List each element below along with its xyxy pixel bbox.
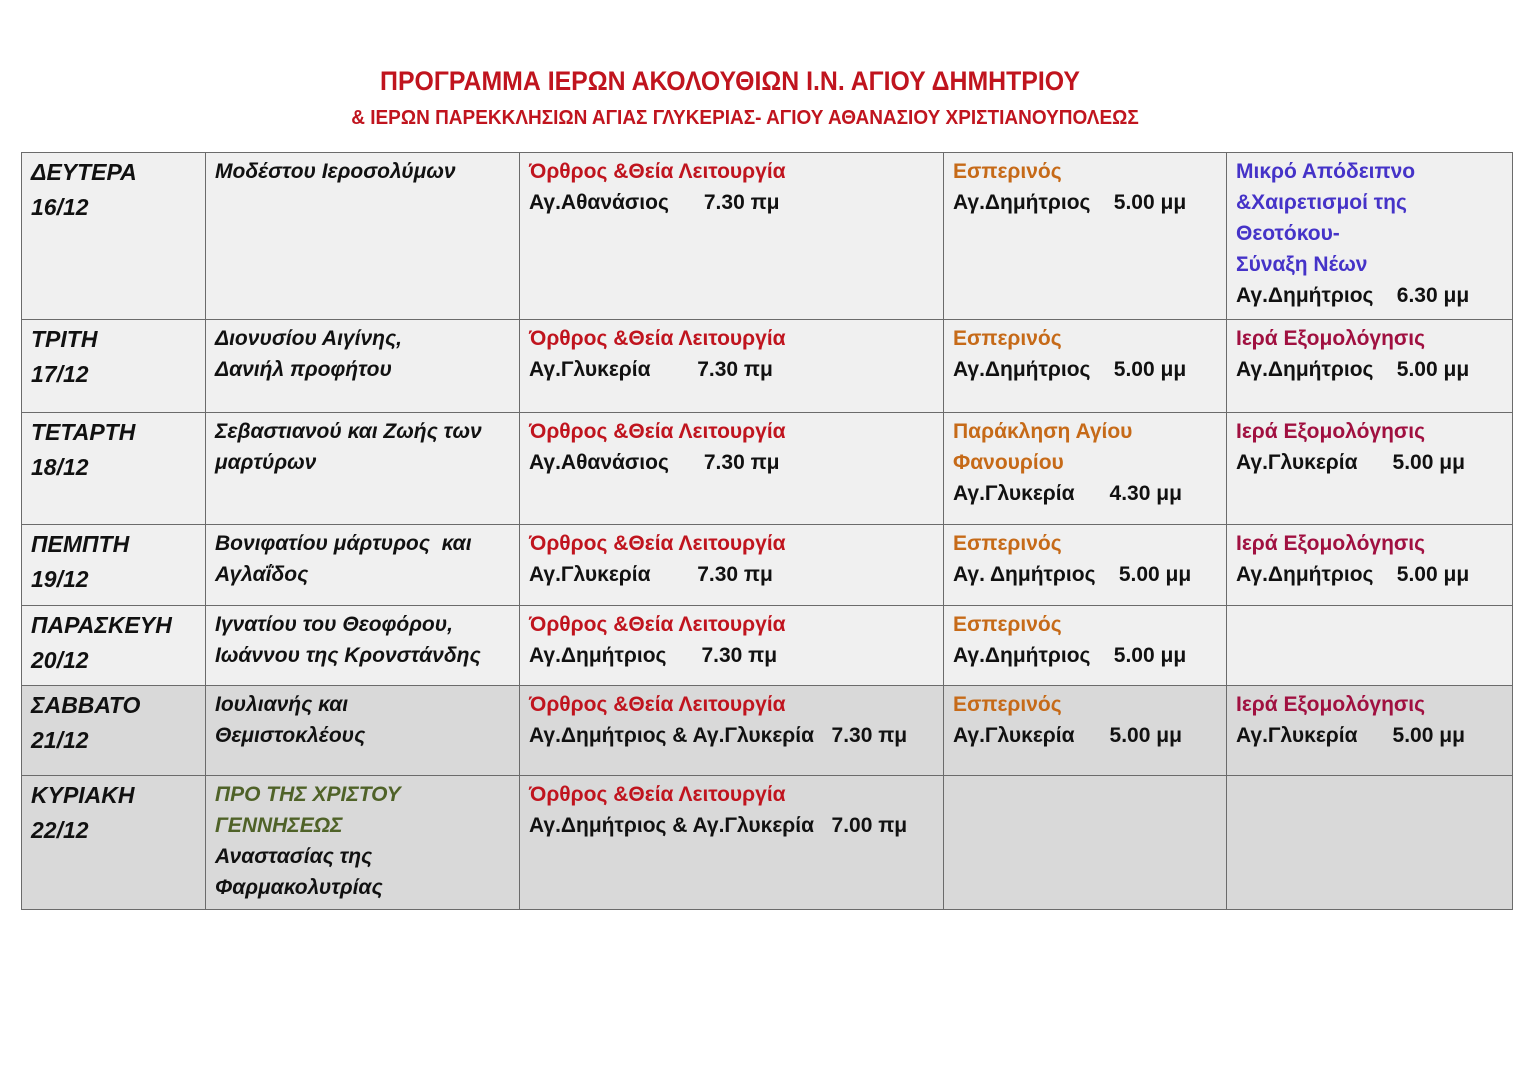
day-name: ΠΕΜΠΤΗ (31, 531, 130, 557)
saint-line: Αγλαΐδος (215, 563, 309, 586)
saint-line: Ιγνατίου του Θεοφόρου, (215, 613, 453, 636)
extra-place-time: Αγ.Γλυκερία 5.00 μμ (1236, 451, 1465, 474)
day-name: ΤΡΙΤΗ (31, 326, 98, 352)
extra-service-line: Θεοτόκου- (1236, 222, 1340, 245)
saint-line: Φαρμακολυτρίας (215, 876, 383, 899)
day-cell (22, 320, 206, 413)
morning-cell (520, 686, 944, 776)
morning-place-time: Αγ.Γλυκερία 7.30 πμ (529, 563, 773, 586)
morning-cell (520, 413, 944, 525)
saints-cell (206, 776, 520, 910)
page-subtitle: & ΙΕΡΩΝ ΠΑΡΕΚΚΛΗΣΙΩΝ ΑΓΙΑΣ ΓΛΥΚΕΡΙΑΣ- ΑΓΙΟΥ ΑΘΑΝΑΣΙΟΥ ΧΡΙΣΤΙΑΝΟΥΠΟΛΕΩΣ (351, 107, 1139, 129)
extra-cell (1227, 525, 1513, 606)
evening-cell (944, 606, 1227, 686)
extra-cell (1227, 606, 1513, 686)
day-cell (22, 153, 206, 320)
morning-cell (520, 153, 944, 320)
saint-line: Σεβαστιανού και Ζωής των (215, 420, 482, 443)
saint-line: Ιωάννου της Κρονστάνδης (215, 644, 481, 667)
table-row (22, 776, 1513, 910)
day-name: ΤΕΤΑΡΤΗ (31, 419, 136, 445)
saints-cell (206, 320, 520, 413)
evening-place-time: Αγ. Δημήτριος 5.00 μμ (953, 563, 1192, 586)
extra-cell (1227, 320, 1513, 413)
extra-cell (1227, 686, 1513, 776)
morning-service: Όρθρος &Θεία Λειτουργία (529, 783, 786, 806)
saint-line: μαρτύρων (215, 451, 317, 474)
extra-place-time: Αγ.Δημήτριος 6.30 μμ (1236, 284, 1470, 307)
saint-name: Μοδέστου Ιεροσολύμων (215, 160, 456, 183)
morning-cell (520, 606, 944, 686)
evening-cell (944, 686, 1227, 776)
morning-place-time: Αγ.Γλυκερία 7.30 πμ (529, 358, 773, 381)
extra-cell (1227, 153, 1513, 320)
evening-cell (944, 153, 1227, 320)
table-row (22, 606, 1513, 686)
evening-place-time: Αγ.Δημήτριος 5.00 μμ (953, 644, 1187, 667)
day-cell (22, 686, 206, 776)
day-date: 16/12 (31, 194, 89, 220)
evening-cell (944, 525, 1227, 606)
extra-place-time: Αγ.Γλυκερία 5.00 μμ (1236, 724, 1465, 747)
evening-cell (944, 320, 1227, 413)
saints-cell (206, 153, 520, 320)
extra-cell (1227, 413, 1513, 525)
table-row (22, 686, 1513, 776)
day-name: ΣΑΒΒΑΤΟ (31, 692, 141, 718)
day-cell (22, 776, 206, 910)
day-date: 19/12 (31, 566, 89, 592)
extra-service-line: Σύναξη Νέων (1236, 253, 1368, 276)
evening-service: Εσπερινός (953, 160, 1062, 183)
morning-place-time: Αγ.Δημήτριος & Αγ.Γλυκερία 7.30 πμ (529, 724, 908, 747)
extra-service-line: Μικρό Απόδειπνο (1236, 160, 1416, 183)
day-cell (22, 525, 206, 606)
table-row (22, 413, 1513, 525)
morning-place-time: Αγ.Αθανάσιος 7.30 πμ (529, 451, 780, 474)
day-date: 22/12 (31, 817, 89, 843)
morning-service: Όρθρος &Θεία Λειτουργία (529, 327, 786, 350)
evening-service: Εσπερινός (953, 693, 1062, 716)
day-cell (22, 413, 206, 525)
evening-service: Εσπερινός (953, 327, 1062, 350)
saints-cell (206, 525, 520, 606)
day-date: 17/12 (31, 361, 89, 387)
saint-line: Διονυσίου Αιγίνης, (215, 327, 402, 350)
morning-cell (520, 776, 944, 910)
saints-cell (206, 413, 520, 525)
morning-service: Όρθρος &Θεία Λειτουργία (529, 532, 786, 555)
saint-line: Βονιφατίου μάρτυρος και (215, 532, 472, 555)
feast-line: ΠΡΟ ΤΗΣ ΧΡΙΣΤΟΥ (215, 783, 401, 806)
saint-line: Ιουλιανής και (215, 693, 349, 716)
table-row (22, 153, 1513, 320)
evening-place-time: Αγ.Δημήτριος 5.00 μμ (953, 358, 1187, 381)
schedule-table (21, 152, 1513, 910)
day-name: ΠΑΡΑΣΚΕΥΗ (31, 612, 172, 638)
saint-line: Αναστασίας της (215, 845, 373, 868)
extra-service: Ιερά Εξομολόγησις (1236, 420, 1426, 443)
morning-service: Όρθρος &Θεία Λειτουργία (529, 693, 786, 716)
evening-service: Εσπερινός (953, 613, 1062, 636)
morning-service: Όρθρος &Θεία Λειτουργία (529, 160, 786, 183)
morning-place-time: Αγ.Δημήτριος 7.30 πμ (529, 644, 778, 667)
evening-service-line: Φανουρίου (953, 451, 1064, 474)
morning-place-time: Αγ.Αθανάσιος 7.30 πμ (529, 191, 780, 214)
morning-service: Όρθρος &Θεία Λειτουργία (529, 420, 786, 443)
feast-line: ΓΕΝΝΗΣΕΩΣ (215, 814, 343, 837)
extra-cell (1227, 776, 1513, 910)
extra-place-time: Αγ.Δημήτριος 5.00 μμ (1236, 563, 1470, 586)
evening-place-time: Αγ.Δημήτριος 5.00 μμ (953, 191, 1187, 214)
day-date: 18/12 (31, 454, 89, 480)
saints-cell (206, 606, 520, 686)
extra-service-line: &Χαιρετισμοί της (1236, 191, 1407, 214)
morning-service: Όρθρος &Θεία Λειτουργία (529, 613, 786, 636)
evening-cell (944, 776, 1227, 910)
day-name: ΔΕΥΤΕΡΑ (31, 159, 137, 185)
morning-cell (520, 320, 944, 413)
saints-cell (206, 686, 520, 776)
extra-service: Ιερά Εξομολόγησις (1236, 532, 1426, 555)
day-date: 20/12 (31, 647, 89, 673)
extra-place-time: Αγ.Δημήτριος 5.00 μμ (1236, 358, 1470, 381)
page-title: ΠΡΟΓΡΑΜΜΑ ΙΕΡΩΝ ΑΚΟΛΟΥΘΙΩΝ Ι.Ν. ΑΓΙΟΥ ΔΗΜΗΤΡΙΟΥ (380, 66, 1080, 96)
evening-service: Εσπερινός (953, 532, 1062, 555)
extra-service: Ιερά Εξομολόγησις (1236, 327, 1426, 350)
evening-cell (944, 413, 1227, 525)
evening-place-time: Αγ.Γλυκερία 4.30 μμ (953, 482, 1182, 505)
saint-line: Θεμιστοκλέους (215, 724, 366, 747)
day-date: 21/12 (31, 727, 89, 753)
day-cell (22, 606, 206, 686)
morning-cell (520, 525, 944, 606)
extra-service: Ιερά Εξομολόγησις (1236, 693, 1426, 716)
table-row (22, 525, 1513, 606)
table-row (22, 320, 1513, 413)
evening-service-line: Παράκληση Αγίου (953, 420, 1133, 443)
saint-line: Δανιήλ προφήτου (215, 358, 392, 381)
day-name: ΚΥΡΙΑΚΗ (31, 782, 135, 808)
evening-place-time: Αγ.Γλυκερία 5.00 μμ (953, 724, 1182, 747)
morning-place-time: Αγ.Δημήτριος & Αγ.Γλυκερία 7.00 πμ (529, 814, 908, 837)
